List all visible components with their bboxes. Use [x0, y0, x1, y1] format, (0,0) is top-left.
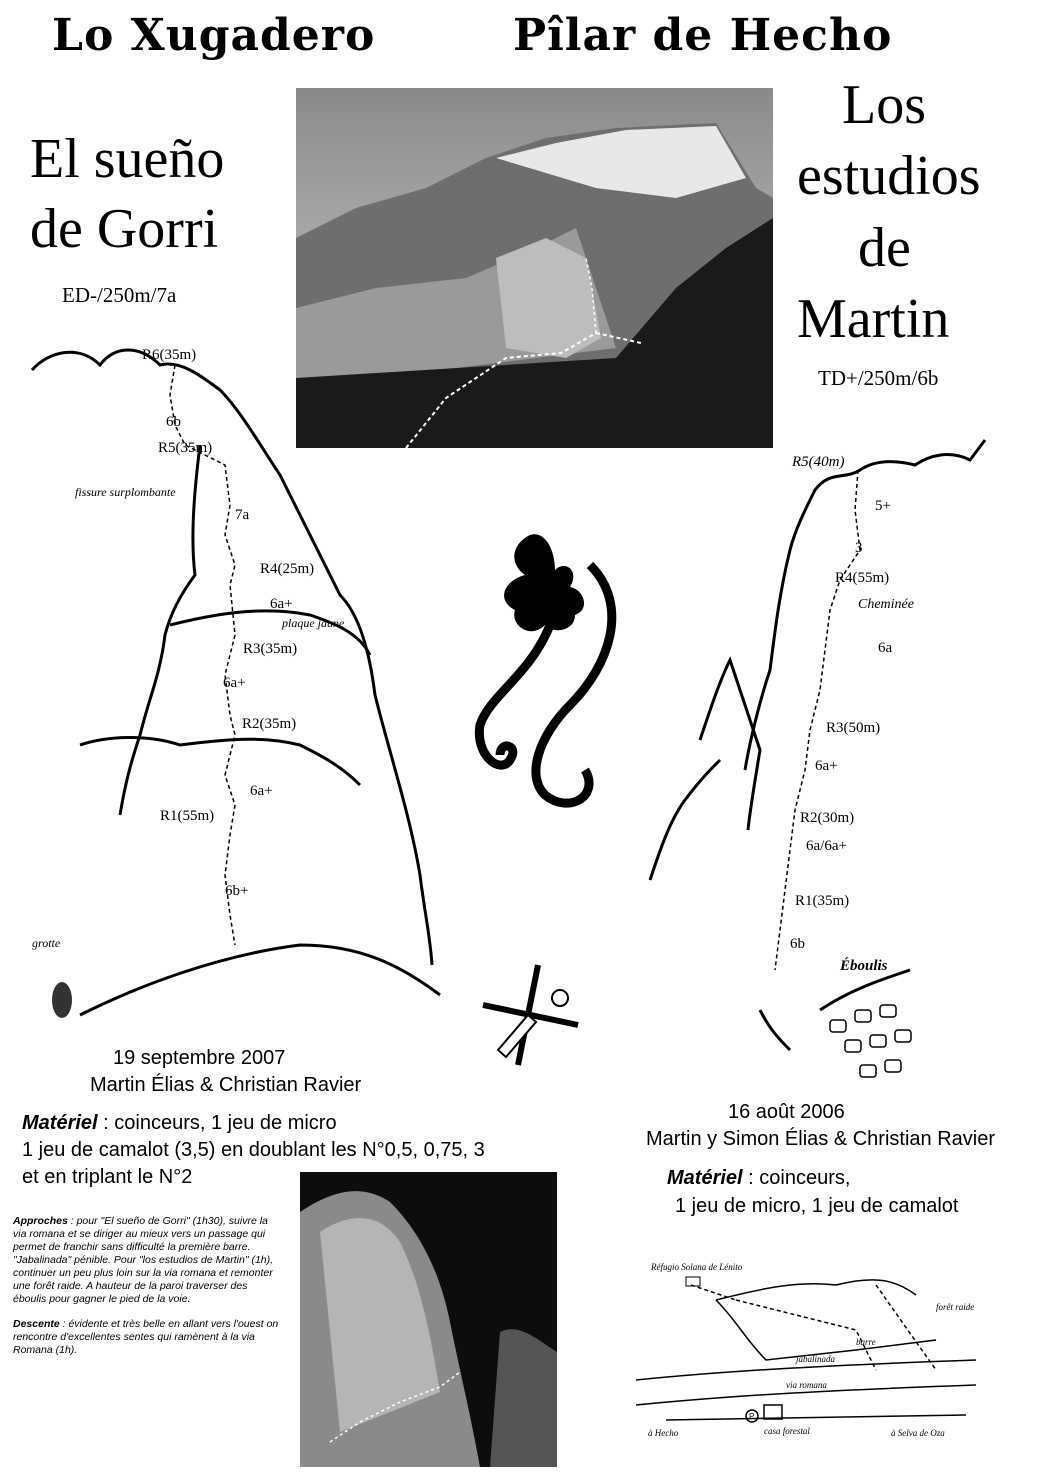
right-label-r4: R4(55m) — [835, 570, 890, 586]
left-material-line2: 1 jeu de camalot (3,5) en doublant les N°0,5, 0,75, 3 — [22, 1139, 485, 1161]
left-label-6a-plus-2: 6a+ — [223, 675, 246, 691]
left-date: 19 septembre 2007 — [113, 1047, 286, 1069]
emblem-logo — [470, 525, 630, 815]
right-material-line2: 1 jeu de micro, 1 jeu de camalot — [675, 1195, 959, 1217]
right-material-line1: : coinceurs, — [742, 1167, 851, 1189]
left-label-r1: R1(55m) — [160, 808, 215, 824]
map-label-jabalinada: jabalinada — [796, 1354, 836, 1364]
left-label-r3: R3(35m) — [243, 641, 298, 657]
right-route-name-line2: estudios — [797, 145, 981, 207]
left-topo-diagram — [20, 335, 450, 1055]
descent-text: : évidente et très belle en allant vers l'ouest on rencontre d'excellentes sentes qui ramènent à la via Romana (1h). — [13, 1318, 279, 1356]
right-label-5-plus: 5+ — [875, 498, 891, 514]
left-label-7a: 7a — [235, 507, 250, 523]
left-route-grade: ED-/250m/7a — [62, 283, 177, 307]
left-label-plaque-jaune: plaque jaune — [282, 616, 345, 630]
left-material-line1: : coinceurs, 1 jeu de micro — [97, 1112, 337, 1134]
right-route-name-line4: Martin — [797, 288, 950, 350]
right-topo-diagram — [630, 430, 1040, 1090]
right-route-grade: TD+/250m/6b — [818, 366, 939, 390]
left-label-fissure: fissure surplombante — [75, 485, 176, 499]
right-material-label: Matériel — [667, 1167, 743, 1189]
left-label-r5: R5(35m) — [158, 440, 213, 456]
map-label-foret-raide: forêt raide — [936, 1302, 975, 1312]
right-label-6b: 6b — [790, 936, 805, 952]
descent-label: Descente — [13, 1318, 60, 1330]
left-label-grotte: grotte — [32, 936, 61, 950]
right-label-r3: R3(50m) — [826, 720, 881, 736]
right-climbers: Martin y Simon Élias & Christian Ravier — [646, 1128, 995, 1150]
header-left-title: Lo Xugadero — [52, 10, 376, 61]
right-route-name-line3: de — [858, 217, 911, 279]
map-label-a-selva-de-oza: à Selva de Oza — [891, 1428, 945, 1438]
right-label-cheminee: Cheminée — [858, 597, 914, 612]
wall-photo — [300, 1172, 557, 1467]
left-climbers: Martin Élias & Christian Ravier — [90, 1074, 362, 1096]
right-label-r1: R1(35m) — [795, 893, 850, 909]
right-label-6a: 6a — [878, 640, 893, 656]
left-material-line3: et en triplant le N°2 — [22, 1166, 193, 1188]
map-label-parking: P — [749, 1412, 755, 1421]
right-material-block — [667, 1164, 959, 1220]
crossed-tools-sketch — [478, 960, 588, 1070]
left-label-6a-plus-3: 6a+ — [250, 783, 273, 799]
right-label-r2: R2(30m) — [800, 810, 855, 826]
right-label-3: 3 — [855, 540, 863, 556]
right-label-r5: R5(40m) — [792, 454, 845, 470]
right-label-eboulis: Éboulis — [840, 958, 888, 974]
approach-label: Approches — [13, 1215, 68, 1227]
right-label-6a-plus: 6a+ — [815, 758, 838, 774]
map-label-casa-forestal: casa forestal — [764, 1426, 810, 1436]
left-label-r2: R2(35m) — [242, 716, 297, 732]
map-label-via-romana: via romana — [786, 1380, 827, 1390]
map-label-refugio: Réfugio Solana de Lénito — [651, 1262, 743, 1272]
approach-text-block — [13, 1215, 281, 1357]
left-route-name-line2: de Gorri — [30, 198, 219, 260]
right-label-6a-6a-plus: 6a/6a+ — [806, 838, 847, 854]
approach-text: : pour "El sueño de Gorri" (1h30), suivre la via romana et se diriger au mieux vers un passage qui permet de franchir sans difficulté la première barre. "Jabalinada" pénible. Pour "los estudios de Martin" (1h), continuer un peu plus loin sur la via romana et remonter une forêt raide. A hauteur de la paroi traverser des éboulis pour gagner le pied de la voie. — [13, 1215, 274, 1305]
left-label-6a-plus-1: 6a+ — [270, 596, 293, 612]
right-route-name-line1: Los — [842, 74, 926, 136]
left-route-name-line1: El sueño — [30, 128, 225, 190]
right-date: 16 août 2006 — [728, 1101, 845, 1123]
left-label-6b: 6b — [166, 414, 181, 430]
header-right-title: Pîlar de Hecho — [513, 10, 893, 61]
left-label-r4: R4(25m) — [260, 561, 315, 577]
left-label-r6: R6(35m) — [142, 347, 197, 363]
map-label-barre: barre — [856, 1337, 876, 1347]
approach-map — [636, 1240, 976, 1440]
left-label-6b-plus: 6b+ — [225, 883, 249, 899]
map-label-a-hecho: à Hecho — [648, 1428, 679, 1438]
left-material-label: Matériel — [22, 1112, 98, 1134]
